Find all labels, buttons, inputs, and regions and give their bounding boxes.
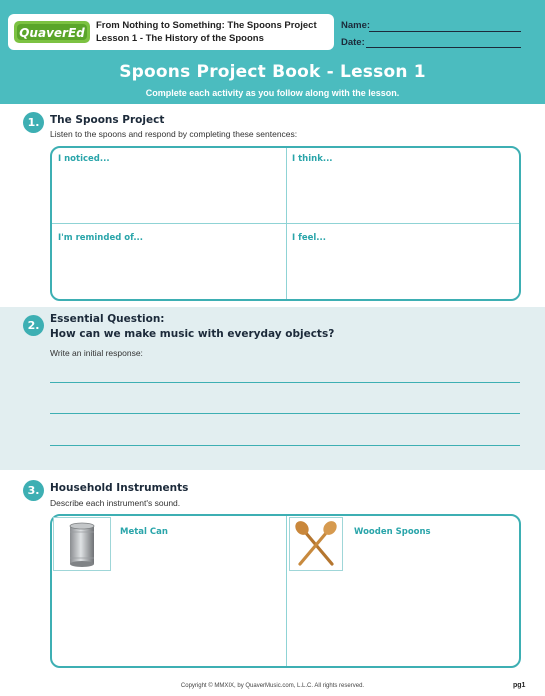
- quavered-logo: [14, 19, 90, 45]
- date-label: Date:: [341, 37, 365, 48]
- cell-think: I think...: [292, 154, 333, 164]
- cell-noticed: I noticed...: [58, 154, 110, 164]
- cell-feel: I feel...: [292, 233, 326, 243]
- name-field[interactable]: [369, 31, 521, 32]
- section-number-3: 3.: [23, 480, 44, 501]
- copyright: Copyright © MMXIX, by QuaverMusic.com, L.L.C. All rights reserved.: [180, 683, 365, 689]
- instrument-label-metal-can: Metal Can: [120, 527, 168, 537]
- grid-divider-horizontal: [52, 223, 519, 224]
- response-line-2[interactable]: [50, 413, 520, 414]
- write-prompt: Write an initial response:: [50, 348, 143, 358]
- section-title-1: The Spoons Project: [50, 114, 165, 126]
- svg-text:QuaverEd: QuaverEd: [19, 26, 85, 40]
- page-title: Spoons Project Book - Lesson 1: [119, 62, 426, 82]
- header-titles: [96, 19, 317, 45]
- page-number: pg1: [513, 682, 526, 689]
- essential-question: How can we make music with everyday objects?: [50, 328, 335, 340]
- instrument-divider: [286, 516, 287, 666]
- section-title-2: Essential Question:: [50, 313, 165, 325]
- name-label: Name:: [341, 20, 371, 31]
- page-subtitle: Complete each activity as you follow along with the lesson.: [145, 88, 400, 98]
- project-title: From Nothing to Something: The Spoons Project: [96, 20, 317, 31]
- response-line-3[interactable]: [50, 445, 520, 446]
- cell-reminded: I'm reminded of...: [58, 233, 144, 243]
- response-line-1[interactable]: [50, 382, 520, 383]
- metal-can-icon: [54, 518, 110, 570]
- section-description-3: Describe each instrument's sound.: [50, 498, 181, 508]
- wooden-spoons-frame: [289, 517, 343, 571]
- section-description-1: Listen to the spoons and respond by completing these sentences:: [50, 129, 298, 139]
- section-number-1: 1.: [23, 112, 44, 133]
- metal-can-frame: [53, 517, 111, 571]
- section-title-3: Household Instruments: [50, 482, 189, 494]
- wooden-spoons-icon: [290, 518, 342, 570]
- instrument-label-wooden-spoons: Wooden Spoons: [354, 527, 431, 537]
- date-field[interactable]: [366, 47, 521, 48]
- section-number-2: 2.: [23, 315, 44, 336]
- lesson-title: Lesson 1 - The History of the Spoons: [96, 33, 264, 44]
